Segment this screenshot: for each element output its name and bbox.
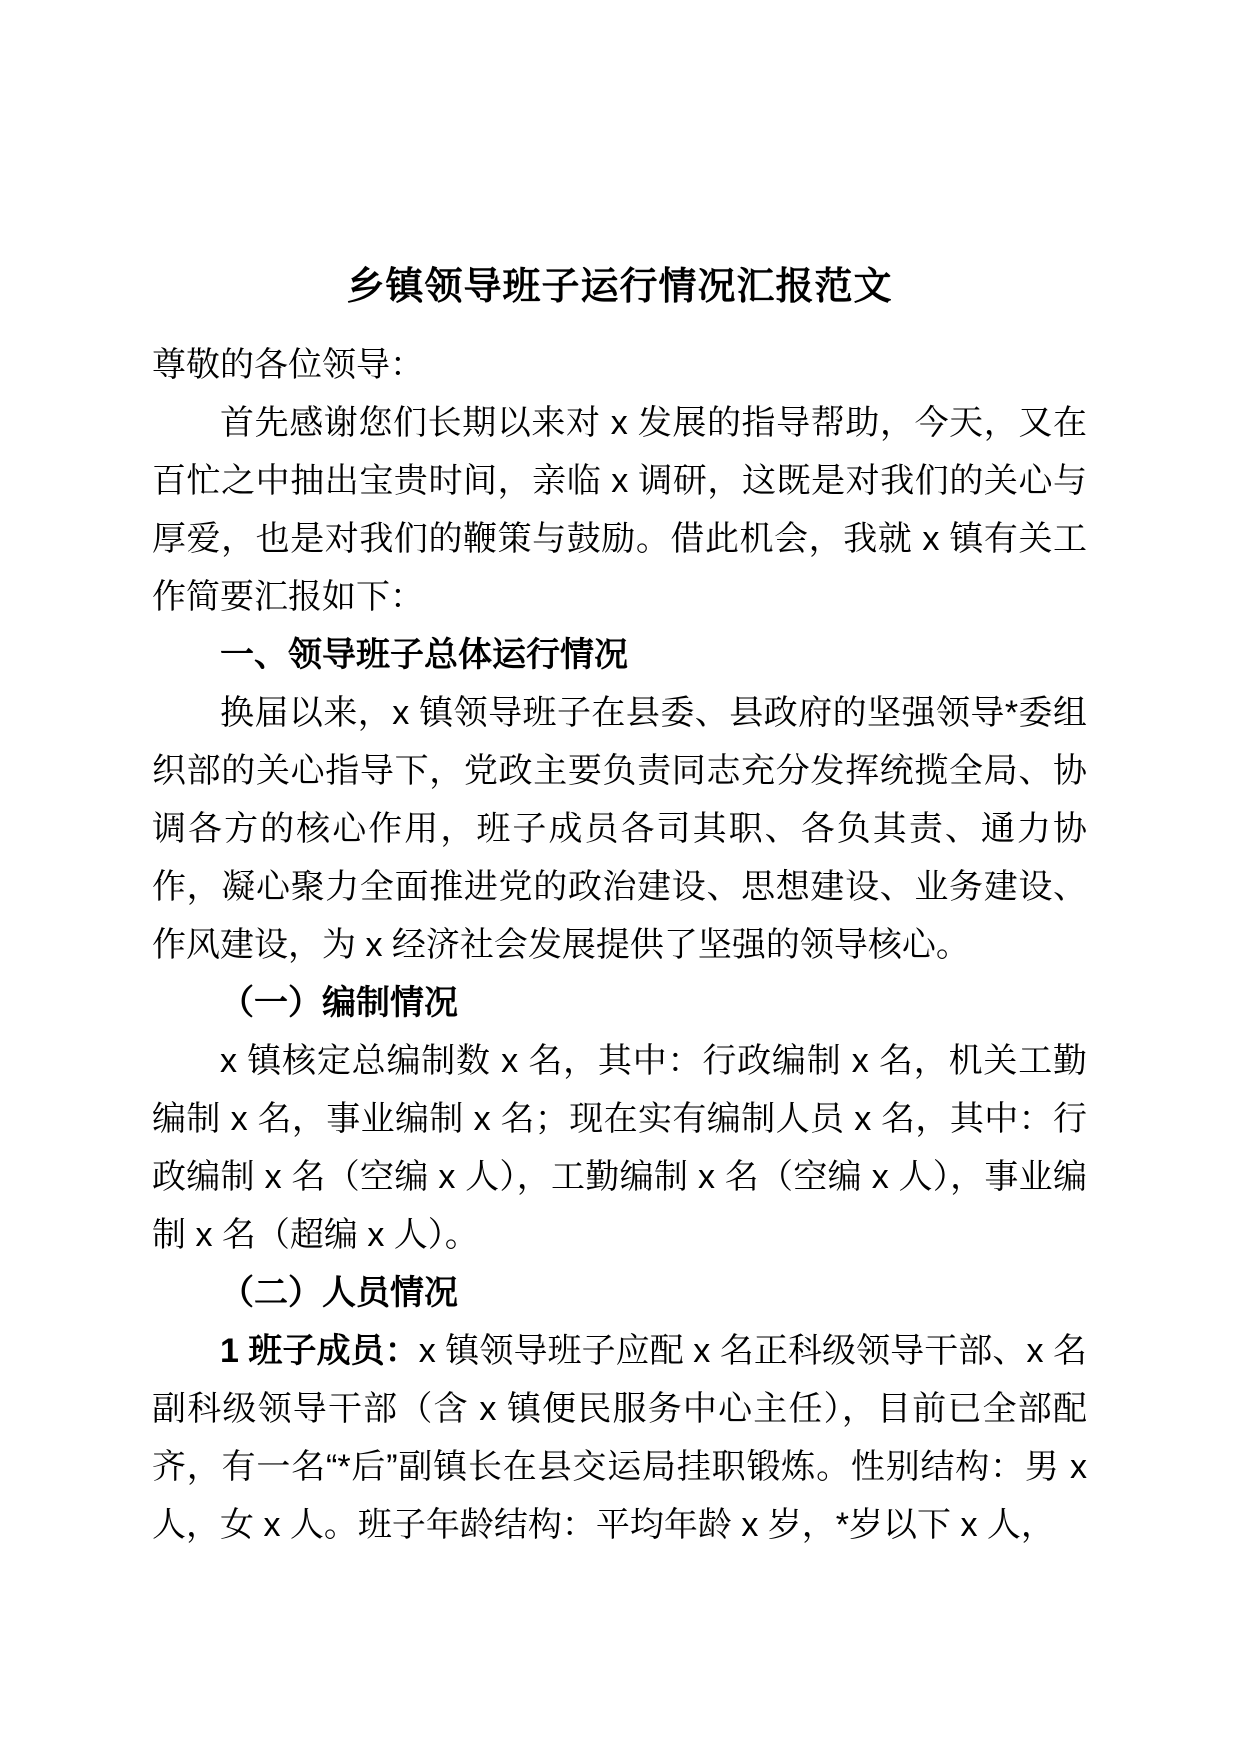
subsection-1-1-heading: （一）编制情况	[220, 984, 458, 1022]
section-1-heading: 一、领导班子总体运行情况	[220, 636, 628, 674]
member-item-label: 1 班子成员：	[220, 1332, 419, 1370]
section-1-paragraph: 换届以来，x 镇领导班子在县委、县政府的坚强领导*委组织部的关心指导下，党政主要负责同志充分发挥统揽全局、协调各方的核心作用，班子成员各司其职、各负其责、通力协作，凝心聚力全面推进党的政治建设、思想建设、业务建设、作风建设，为 x 经济社会发展提供了坚强的领导核心。	[152, 694, 1087, 964]
subsection-1-2-heading: （二）人员情况	[220, 1274, 458, 1312]
subsection-1-2-paragraph	[152, 1322, 1087, 1554]
subsection-1-1-paragraph: x 镇核定总编制数 x 名，其中：行政编制 x 名，机关工勤编制 x 名，事业编制 x 名；现在实有编制人员 x 名，其中：行政编制 x 名（空编 x 人），工勤编制 x 名（空编 x 人），事业编制 x 名（超编 x 人）。	[152, 1042, 1087, 1254]
document-title: 乡镇领导班子运行情况汇报范文	[346, 266, 893, 308]
member-item-text: x 镇领导班子应配 x 名正科级领导干部、x 名副科级领导干部（含 x 镇便民服务中心主任），目前已全部配齐，有一名“*后”副镇长在县交运局挂职锻炼。性别结构：男 x 人，女 x 人。班子年龄结构：平均年龄 x 岁，*岁以下 x 人，	[152, 1332, 1087, 1544]
salutation: 尊敬的各位领导：	[152, 346, 424, 384]
intro-paragraph: 首先感谢您们长期以来对 x 发展的指导帮助，今天，又在百忙之中抽出宝贵时间，亲临 x 调研，这既是对我们的关心与厚爱，也是对我们的鞭策与鼓励。借此机会，我就 x 镇有关工作简要汇报如下：	[152, 404, 1087, 616]
